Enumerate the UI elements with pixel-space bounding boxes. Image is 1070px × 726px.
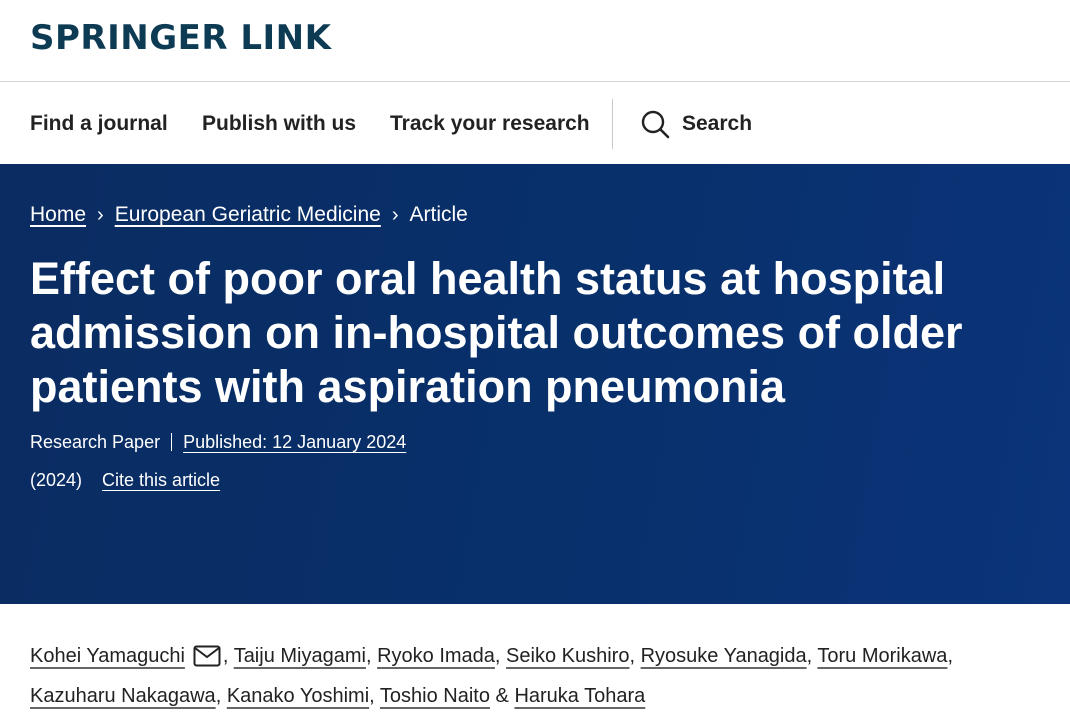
author-line-1 <box>30 636 1040 676</box>
author-link[interactable]: Ryosuke Yanagida <box>640 645 807 667</box>
article-meta <box>30 430 406 454</box>
author-separator: , <box>494 645 501 667</box>
search-label: Search <box>682 112 753 135</box>
nav-track-your-research[interactable]: Track your research <box>390 112 590 135</box>
nav-divider <box>612 99 613 149</box>
author-link[interactable]: Taiju Miyagami <box>233 645 366 667</box>
author-separator: , <box>629 645 636 667</box>
author-separator: , <box>369 685 375 707</box>
nav-find-a-journal[interactable]: Find a journal <box>30 112 168 135</box>
published-date-link[interactable]: Published: 12 January 2024 <box>183 432 407 452</box>
author-separator: , <box>215 685 222 707</box>
article-meta-secondary <box>30 468 220 492</box>
author-link[interactable]: Kazuharu Nakagawa <box>30 685 216 707</box>
author-link[interactable]: Toshio Naito <box>379 685 490 707</box>
springer-link-logo[interactable]: SPRINGER LINK <box>30 18 332 58</box>
author-line-2 <box>30 676 1040 716</box>
chevron-right-icon: › <box>97 204 104 226</box>
author-link[interactable]: Kanako Yoshimi <box>226 685 370 707</box>
article-hero <box>0 164 1070 604</box>
author-separator: , <box>365 645 372 667</box>
breadcrumb-home[interactable]: Home <box>30 203 87 226</box>
breadcrumb <box>30 202 468 228</box>
author-link[interactable]: Seiko Kushiro <box>506 645 630 667</box>
meta-divider <box>171 433 172 451</box>
search-icon <box>640 109 670 139</box>
author-link[interactable]: Ryoko Imada <box>377 645 495 667</box>
nav-publish-with-us[interactable]: Publish with us <box>202 112 357 135</box>
cite-this-article-link[interactable]: Cite this article <box>102 470 221 490</box>
breadcrumb-current: Article <box>409 203 468 226</box>
site-header <box>0 0 1070 82</box>
author-link[interactable]: Haruka Tohara <box>514 685 646 707</box>
chevron-right-icon: › <box>391 204 399 226</box>
author-separator: , <box>222 645 229 667</box>
author-separator: , <box>947 645 953 667</box>
breadcrumb-journal[interactable]: European Geriatric Medicine <box>114 203 381 226</box>
article-title: Effect of poor oral health status at hospital admission on in-hospital outcomes of older patients with aspiration pneumonia <box>30 253 963 412</box>
article-year: (2024) <box>30 470 83 490</box>
author-list <box>30 636 1040 716</box>
main-nav <box>0 83 1070 164</box>
mail-icon[interactable] <box>193 645 221 667</box>
search-button[interactable] <box>640 107 752 141</box>
author-separator: , <box>806 645 813 667</box>
author-link[interactable]: Kohei Yamaguchi <box>30 645 185 667</box>
article-type: Research Paper <box>30 432 161 452</box>
author-and-separator: & <box>495 685 509 707</box>
author-link[interactable]: Toru Morikawa <box>817 645 948 667</box>
